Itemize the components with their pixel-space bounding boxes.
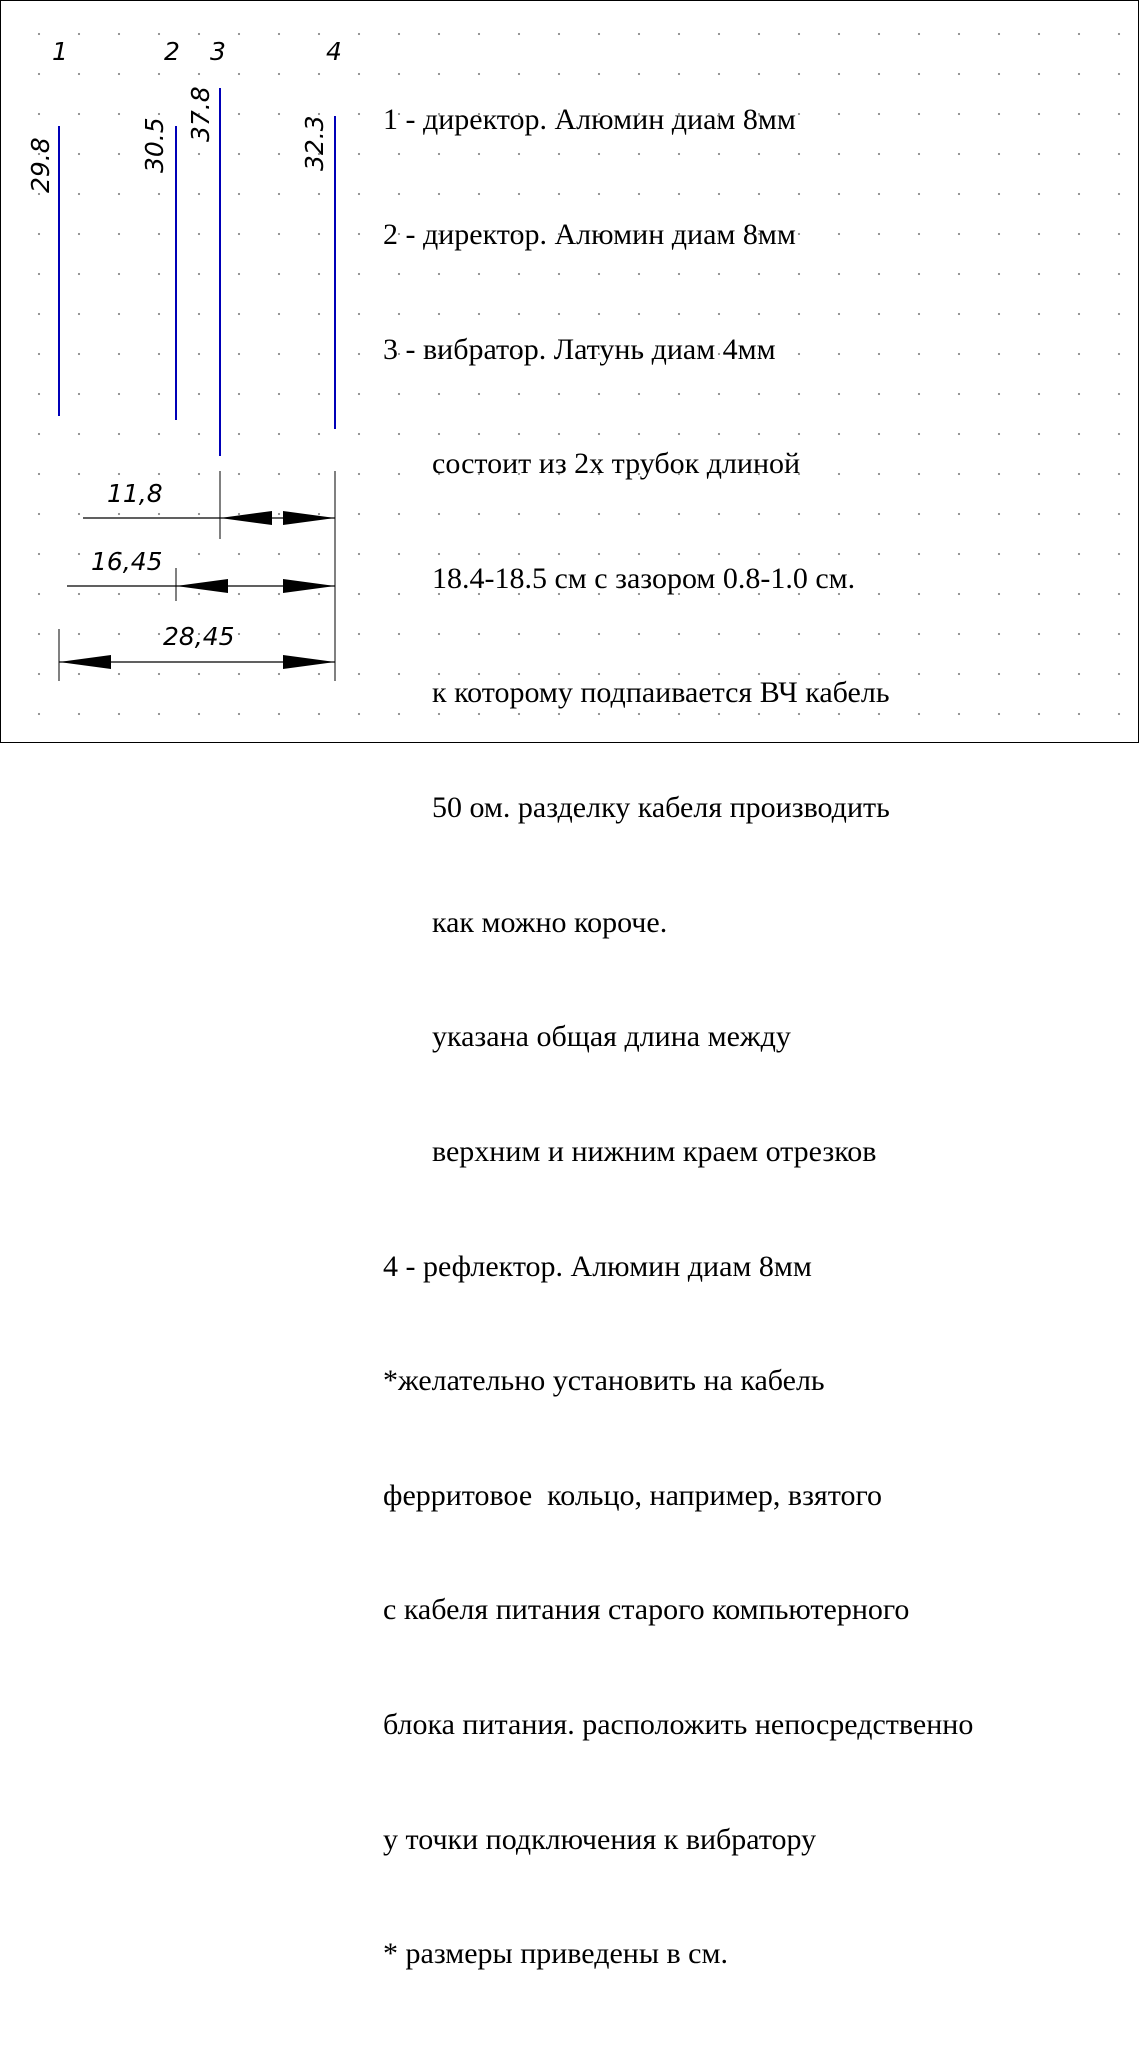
note-line: ферритовое кольцо, например, взятого	[383, 1478, 882, 1512]
element-length-1: 29.8	[26, 137, 55, 193]
note-line: 1 - директор. Алюмин диам 8мм	[383, 103, 796, 137]
element-length-3: 37.8	[186, 86, 215, 142]
notes-text	[383, 25, 973, 2050]
dimension-arrow	[283, 655, 335, 669]
note-line: 4 - рефлектор. Алюмин диам 8мм	[383, 1249, 812, 1283]
dimension-spacing-2-4	[67, 547, 335, 593]
element-label-1: 1	[52, 37, 68, 66]
note-line: 3 - вибратор. Латунь диам 4мм	[383, 332, 776, 366]
note-line: блока питания. расположить непосредственно	[383, 1707, 974, 1741]
dimension-label-3-4: 11,8	[107, 479, 163, 508]
note-line: 18.4-18.5 см с зазором 0.8-1.0 см.	[432, 561, 856, 595]
dimension-label-2-4: 16,45	[91, 547, 163, 576]
note-line: состоит из 2х трубок длиной	[432, 447, 801, 481]
dimension-spacing-1-4	[59, 622, 335, 669]
element-label-4: 4	[326, 37, 342, 66]
element-label-3: 3	[210, 37, 226, 66]
note-line: * размеры приведены в см.	[383, 1937, 728, 1971]
note-line: 2 - директор. Алюмин диам 8мм	[383, 218, 796, 252]
dimension-label-1-4: 28,45	[163, 622, 235, 651]
element-label-2: 2	[164, 37, 180, 66]
dimension-arrow	[59, 655, 111, 669]
dimension-arrow	[176, 579, 228, 593]
note-line: указана общая длина между	[432, 1020, 791, 1054]
note-line: к которому подпаивается ВЧ кабель	[432, 676, 890, 710]
antenna-diagram	[1, 1, 371, 701]
element-length-4: 32.3	[300, 115, 329, 171]
note-line: верхним и нижним краем отрезков	[432, 1134, 877, 1168]
dimension-arrow	[283, 511, 335, 525]
note-line: у точки подключения к вибратору	[383, 1822, 817, 1856]
element-length-2: 30.5	[140, 117, 169, 173]
dimension-spacing-3-4	[83, 479, 335, 525]
dimension-arrow	[283, 579, 335, 593]
note-line: с кабеля питания старого компьютерного	[383, 1593, 910, 1627]
dimension-arrow	[220, 511, 272, 525]
note-line: 50 ом. разделку кабеля производить	[432, 791, 890, 825]
note-line: *желательно установить на кабель	[383, 1364, 825, 1398]
note-line: как можно короче.	[432, 905, 668, 939]
